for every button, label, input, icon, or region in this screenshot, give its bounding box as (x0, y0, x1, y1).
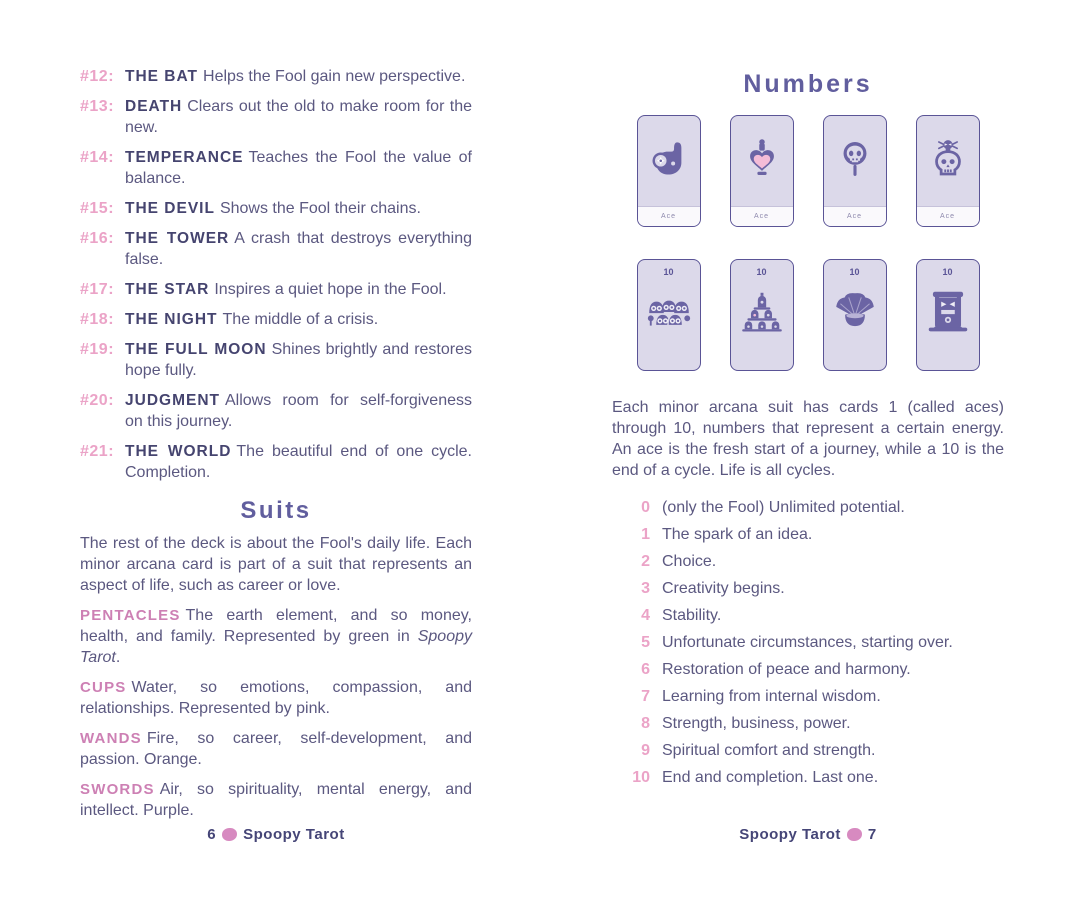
card-label-strip (824, 206, 886, 226)
tarot-card-ace-swords (916, 115, 980, 227)
number-label: 7 (641, 688, 650, 705)
number-label: 4 (641, 607, 650, 624)
book-title: Spoopy Tarot (243, 826, 345, 843)
number-item-2 (620, 551, 1004, 572)
tarot-card-ten-pentacles (637, 259, 701, 371)
number-item-3 (620, 578, 1004, 599)
hand-holding-coin-icon (638, 136, 700, 180)
arcana-number: #14: (80, 149, 115, 166)
number-desc: Spiritual comfort and strength. (662, 742, 876, 759)
tarot-card-ace-cups (730, 115, 794, 227)
number-item-1 (620, 524, 1004, 545)
tarot-card-ace-pentacles (637, 115, 701, 227)
number-label: 2 (641, 553, 650, 570)
book-title: Spoopy Tarot (739, 826, 841, 843)
arcana-item-17 (80, 279, 472, 300)
number-label: 1 (641, 526, 650, 543)
arcana-number: #17: (80, 281, 115, 298)
number-meanings-list (612, 497, 1004, 788)
number-label: 5 (641, 634, 650, 651)
arcana-number: #19: (80, 341, 115, 358)
tarot-card-ace-wands (823, 115, 887, 227)
suit-name: PENTACLES (80, 607, 181, 624)
card-label-strip (917, 206, 979, 226)
arcana-desc: Teaches the Fool the value of balance. (125, 149, 472, 187)
number-desc: Stability. (662, 607, 722, 624)
potion-shelves-icon (731, 286, 793, 336)
card-label: 10 (942, 267, 953, 277)
arcana-item-15 (80, 198, 472, 219)
tarot-card-ten-swords (916, 259, 980, 371)
arcana-number: #16: (80, 230, 115, 247)
card-label: Ace (753, 213, 770, 220)
card-label: Ace (660, 213, 677, 220)
arcana-name: TEMPERANCE (125, 149, 244, 166)
card-label: Ace (846, 213, 863, 220)
number-desc: Strength, business, power. (662, 715, 851, 732)
suit-cups (80, 677, 472, 719)
left-page (80, 66, 472, 830)
page-number: 6 (207, 826, 217, 843)
arcana-number: #18: (80, 311, 115, 328)
book-title-italic: Spoopy Tarot (80, 628, 472, 666)
suit-desc: The earth element, and so money, health, and family. Represented by green in (80, 607, 472, 645)
suit-name: SWORDS (80, 781, 155, 798)
suit-wands (80, 728, 472, 770)
number-item-6 (620, 659, 1004, 680)
arcana-name: THE WORLD (125, 443, 232, 460)
number-label: 10 (632, 769, 650, 786)
number-item-10 (620, 767, 1004, 788)
arcana-desc: Allows room for self-forgiveness on this journey. (125, 392, 472, 430)
heart-potion-icon (731, 136, 793, 180)
suit-desc: Fire, so career, self-development, and passion. Orange. (80, 730, 472, 768)
right-page (612, 66, 1004, 794)
number-desc: Choice. (662, 553, 717, 570)
left-page-footer (80, 826, 472, 843)
arcana-number: #13: (80, 98, 115, 115)
arcana-item-18 (80, 309, 472, 330)
arcana-item-20 (80, 390, 472, 432)
arcana-name: DEATH (125, 98, 183, 115)
arcana-item-13 (80, 96, 472, 138)
arcana-desc: Clears out the old to make room for the new. (125, 98, 472, 136)
card-label-strip (731, 206, 793, 226)
arcana-number: #20: (80, 392, 115, 409)
suits-heading: Suits (240, 497, 312, 524)
number-label: 3 (641, 580, 650, 597)
number-label: 6 (641, 661, 650, 678)
number-label: 8 (641, 715, 650, 732)
number-label: 0 (641, 499, 650, 516)
number-desc: (only the Fool) Unlimited potential. (662, 499, 905, 516)
suits-intro: The rest of the deck is about the Fool's daily life. Each minor arcana card is part of a suit that represents an aspect of life, such as career or love. (80, 535, 472, 594)
arcana-desc: Inspires a quiet hope in the Fool. (214, 281, 447, 298)
tarot-card-ten-cups (730, 259, 794, 371)
card-label: 10 (756, 267, 767, 277)
brain-dot-icon (847, 828, 862, 841)
arcana-item-21 (80, 441, 472, 483)
number-desc: Creativity begins. (662, 580, 785, 597)
arcana-number: #21: (80, 443, 115, 460)
arcana-name: THE TOWER (125, 230, 230, 247)
arcana-item-19 (80, 339, 472, 381)
arcana-number: #12: (80, 68, 115, 85)
arcana-desc: The middle of a crisis. (222, 311, 379, 328)
number-label: 9 (641, 742, 650, 759)
tarot-card-grid (612, 115, 1004, 371)
number-item-5 (620, 632, 1004, 653)
suit-pentacles (80, 605, 472, 668)
arcana-number: #15: (80, 200, 115, 217)
number-desc: Restoration of peace and harmony. (662, 661, 911, 678)
arcana-name: THE NIGHT (125, 311, 218, 328)
skull-bottle-spider-icon (917, 136, 979, 180)
arcana-item-14 (80, 147, 472, 189)
arcana-item-12 (80, 66, 472, 87)
number-item-4 (620, 605, 1004, 626)
number-desc: The spark of an idea. (662, 526, 813, 543)
card-label: 10 (663, 267, 674, 277)
card-label-strip (638, 206, 700, 226)
guillotine-icon (917, 286, 979, 336)
number-item-8 (620, 713, 1004, 734)
arcana-desc: A crash that destroys everything false. (125, 230, 472, 268)
wand-bundle-basket-icon (824, 286, 886, 336)
card-label: 10 (849, 267, 860, 277)
arcana-desc: Shines brightly and restores hope fully. (125, 341, 472, 379)
number-item-9 (620, 740, 1004, 761)
numbers-heading: Numbers (743, 70, 873, 98)
arcana-name: THE FULL MOON (125, 341, 267, 358)
suit-desc: Air, so spirituality, mental energy, and intellect. Purple. (80, 781, 472, 819)
skull-lollipop-icon (824, 136, 886, 180)
suit-name: CUPS (80, 679, 127, 696)
arcana-name: JUDGMENT (125, 392, 220, 409)
arcana-name: THE STAR (125, 281, 210, 298)
brain-dot-icon (222, 828, 237, 841)
right-page-footer (612, 826, 1004, 843)
suit-name: WANDS (80, 730, 142, 747)
arcana-desc: Shows the Fool their chains. (219, 200, 421, 217)
number-desc: Learning from internal wisdom. (662, 688, 881, 705)
numbers-intro: Each minor arcana suit has cards 1 (called aces) through 10, numbers that represent a certain energy. An ace is the fresh start of a journey, while a 10 is the end of a cycle. Life is all cycles. (612, 399, 1004, 479)
arcana-name: THE DEVIL (125, 200, 215, 217)
suit-desc-end: . (115, 649, 121, 666)
number-item-0 (620, 497, 1004, 518)
card-label: Ace (939, 213, 956, 220)
owl-family-icon (638, 286, 700, 336)
page-number: 7 (867, 826, 877, 843)
arcana-desc: Helps the Fool gain new perspective. (203, 68, 466, 85)
number-desc: End and completion. Last one. (662, 769, 879, 786)
arcana-item-16 (80, 228, 472, 270)
arcana-name: THE BAT (125, 68, 199, 85)
tarot-card-ten-wands (823, 259, 887, 371)
suit-swords (80, 779, 472, 821)
number-item-7 (620, 686, 1004, 707)
number-desc: Unfortunate circumstances, starting over. (662, 634, 953, 651)
suit-desc: Water, so emotions, compassion, and relationships. Represented by pink. (80, 679, 472, 717)
arcana-desc: The beautiful end of one cycle. Completion. (125, 443, 472, 481)
